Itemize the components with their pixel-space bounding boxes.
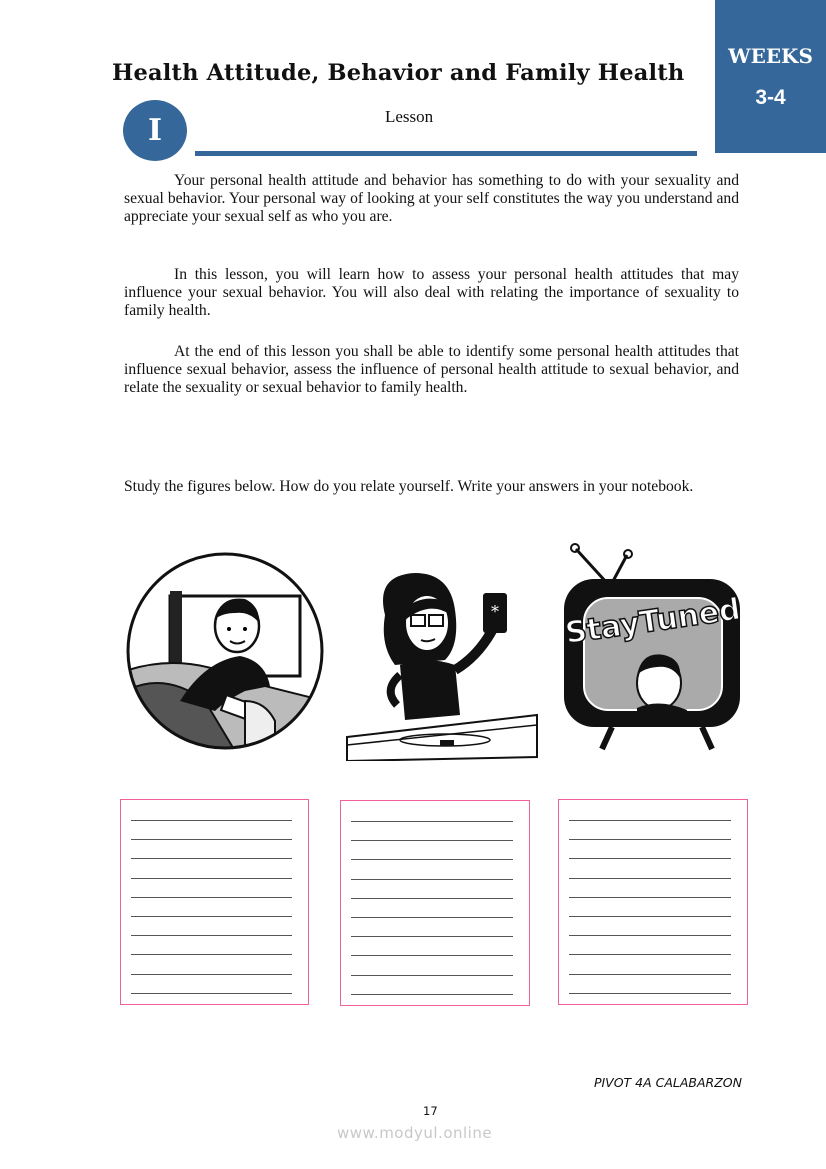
answer-line: [131, 839, 292, 840]
answer-line: [131, 993, 292, 994]
answer-line: [569, 974, 731, 975]
answer-line: [351, 955, 513, 956]
answer-line: [569, 820, 731, 821]
tv-stay-tuned-text: StayTuned: [562, 591, 743, 652]
answer-line: [351, 975, 513, 976]
section-label: Lesson: [385, 107, 434, 126]
answer-line: [131, 974, 292, 975]
answer-line: [131, 878, 292, 879]
section-badge: I: [123, 100, 187, 161]
header-divider: [195, 151, 697, 156]
answer-line: [351, 936, 513, 937]
answer-line: [569, 935, 731, 936]
weeks-label: WEEKS: [728, 44, 813, 68]
answer-line: [131, 954, 292, 955]
answer-box-2[interactable]: [340, 800, 530, 1006]
answer-line: [569, 897, 731, 898]
paragraph-1: Your personal health attitude and behavior has something to do with your sexuality and sexual behavior. Your personal way of looking at your self constitutes the way you understand and appreciate your sexual self as who you are.: [124, 172, 739, 225]
answer-line: [131, 820, 292, 821]
weeks-range: 3-4: [755, 86, 786, 109]
answer-box-1[interactable]: [120, 799, 309, 1005]
answer-line: [569, 878, 731, 879]
answer-box-3[interactable]: [558, 799, 748, 1005]
footer-brand: PIVOT 4A CALABARZON: [593, 1075, 742, 1090]
figure-woman-selfie: [345, 565, 541, 761]
answer-line: [351, 898, 513, 899]
answer-line: [569, 839, 731, 840]
answer-line: [569, 954, 731, 955]
paragraph-3: At the end of this lesson you shall be able to identify some personal health attitudes that influence sexual behavior, assess the influence of personal health attitude to sexual behavior, and relate the sexuality or sexual behavior to family health.: [124, 343, 739, 396]
answer-line: [351, 879, 513, 880]
instruction-text: Study the figures below. How do you relate yourself. Write your answers in your notebook.: [124, 478, 694, 495]
weeks-badge: [715, 0, 826, 153]
figure-boy-in-bed: [125, 551, 325, 751]
page-number: 17: [423, 1104, 438, 1118]
answer-line: [131, 858, 292, 859]
answer-line: [131, 897, 292, 898]
svg-text:*: *: [491, 602, 499, 621]
answer-line: [351, 994, 513, 995]
answer-line: [351, 859, 513, 860]
answer-line: [131, 935, 292, 936]
paragraph-2: In this lesson, you will learn how to assess your personal health attitudes that may influence your sexual behavior. You will also deal with relating the importance of sexuality to family health.: [124, 266, 739, 319]
answer-line: [569, 916, 731, 917]
answer-line: [351, 821, 513, 822]
answer-line: [131, 916, 292, 917]
page-title: Health Attitude, Behavior and Family Health: [112, 60, 685, 86]
figure-stay-tuned-tv: [562, 543, 744, 753]
answer-line: [351, 917, 513, 918]
answer-line: [569, 858, 731, 859]
answer-line: [351, 840, 513, 841]
answer-line: [569, 993, 731, 994]
watermark: www.modyul.online: [337, 1124, 493, 1142]
